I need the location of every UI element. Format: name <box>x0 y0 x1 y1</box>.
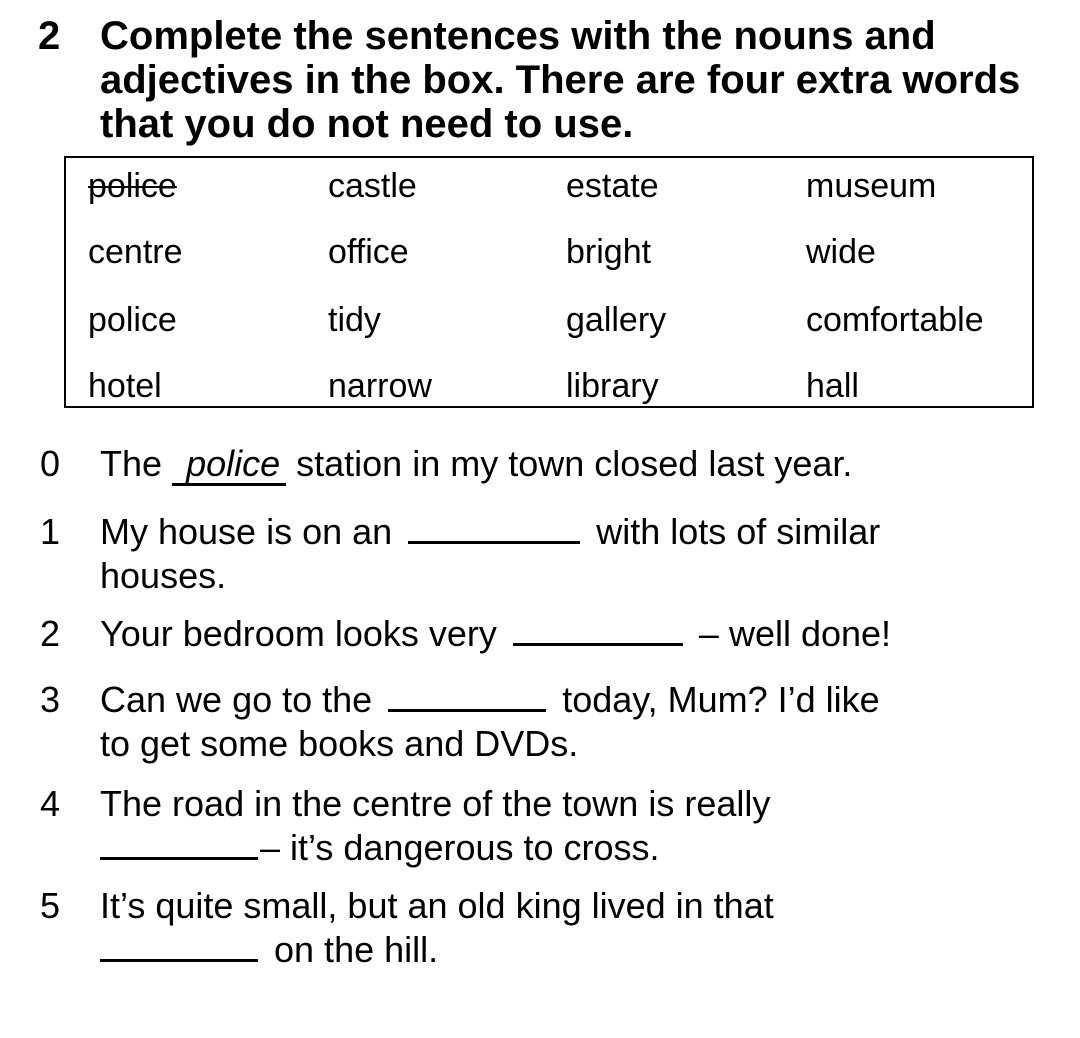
item-number: 3 <box>40 679 61 720</box>
word-box-item: estate <box>566 167 659 205</box>
exercise-number: 2 <box>38 14 61 58</box>
sentence-item <box>100 678 1060 766</box>
word-box <box>64 156 1034 408</box>
sentence-text: – it’s dangerous to cross. <box>260 827 660 868</box>
item-number: 4 <box>40 783 61 824</box>
word-box-item: comfortable <box>806 301 984 339</box>
exercise-instruction: Complete the sentences with the nouns and adjectives in the box. There are four extra words that you do not need to use. <box>100 14 1021 146</box>
sentence-item <box>100 884 1060 972</box>
sentence-item <box>100 782 1060 870</box>
word-box-item: museum <box>806 167 937 205</box>
word-box-item: hotel <box>88 367 162 405</box>
answer-blank[interactable] <box>408 511 580 544</box>
sentence-text: It’s quite small, but an old king lived in that <box>100 885 774 926</box>
item-number: 0 <box>40 443 61 484</box>
sentence-text: The <box>100 443 163 484</box>
sentence-text: The road in the centre of the town is really <box>100 783 771 824</box>
sentence-text: today, Mum? I’d like <box>562 679 880 720</box>
answer-blank[interactable] <box>100 929 258 962</box>
item-number: 1 <box>40 511 61 552</box>
example-answer: police <box>172 445 286 486</box>
word-box-item: hall <box>806 367 859 405</box>
sentence-text: – well done! <box>698 613 892 654</box>
item-number: 5 <box>40 885 61 926</box>
word-box-item: library <box>566 367 659 405</box>
sentence-text: to get some books and DVDs. <box>100 723 579 764</box>
sentence-item <box>100 612 1060 656</box>
sentence-text: on the hill. <box>274 929 439 970</box>
item-number: 2 <box>40 613 61 654</box>
sentence-item <box>100 510 1060 598</box>
word-box-item: bright <box>566 233 652 271</box>
word-box-item-crossed-out: police <box>88 167 177 205</box>
word-box-item: tidy <box>328 301 381 339</box>
word-box-item: office <box>328 233 409 271</box>
sentence-text: with lots of similar <box>596 511 881 552</box>
word-box-item: gallery <box>566 301 667 339</box>
answer-blank[interactable] <box>513 613 683 646</box>
word-box-item: wide <box>806 233 876 271</box>
sentence-text: Your bedroom looks very <box>100 613 497 654</box>
sentence-text: houses. <box>100 555 227 596</box>
sentence-text: My house is on an <box>100 511 393 552</box>
sentence-text: Can we go to the <box>100 679 373 720</box>
answer-blank[interactable] <box>100 827 258 860</box>
answer-blank[interactable] <box>388 679 546 712</box>
word-box-item: centre <box>88 233 183 271</box>
word-box-item: police <box>88 301 177 339</box>
word-box-item: castle <box>328 167 417 205</box>
sentence-text: station in my town closed last year. <box>296 443 853 484</box>
word-box-item: narrow <box>328 367 432 405</box>
sentence-item <box>100 442 1060 486</box>
